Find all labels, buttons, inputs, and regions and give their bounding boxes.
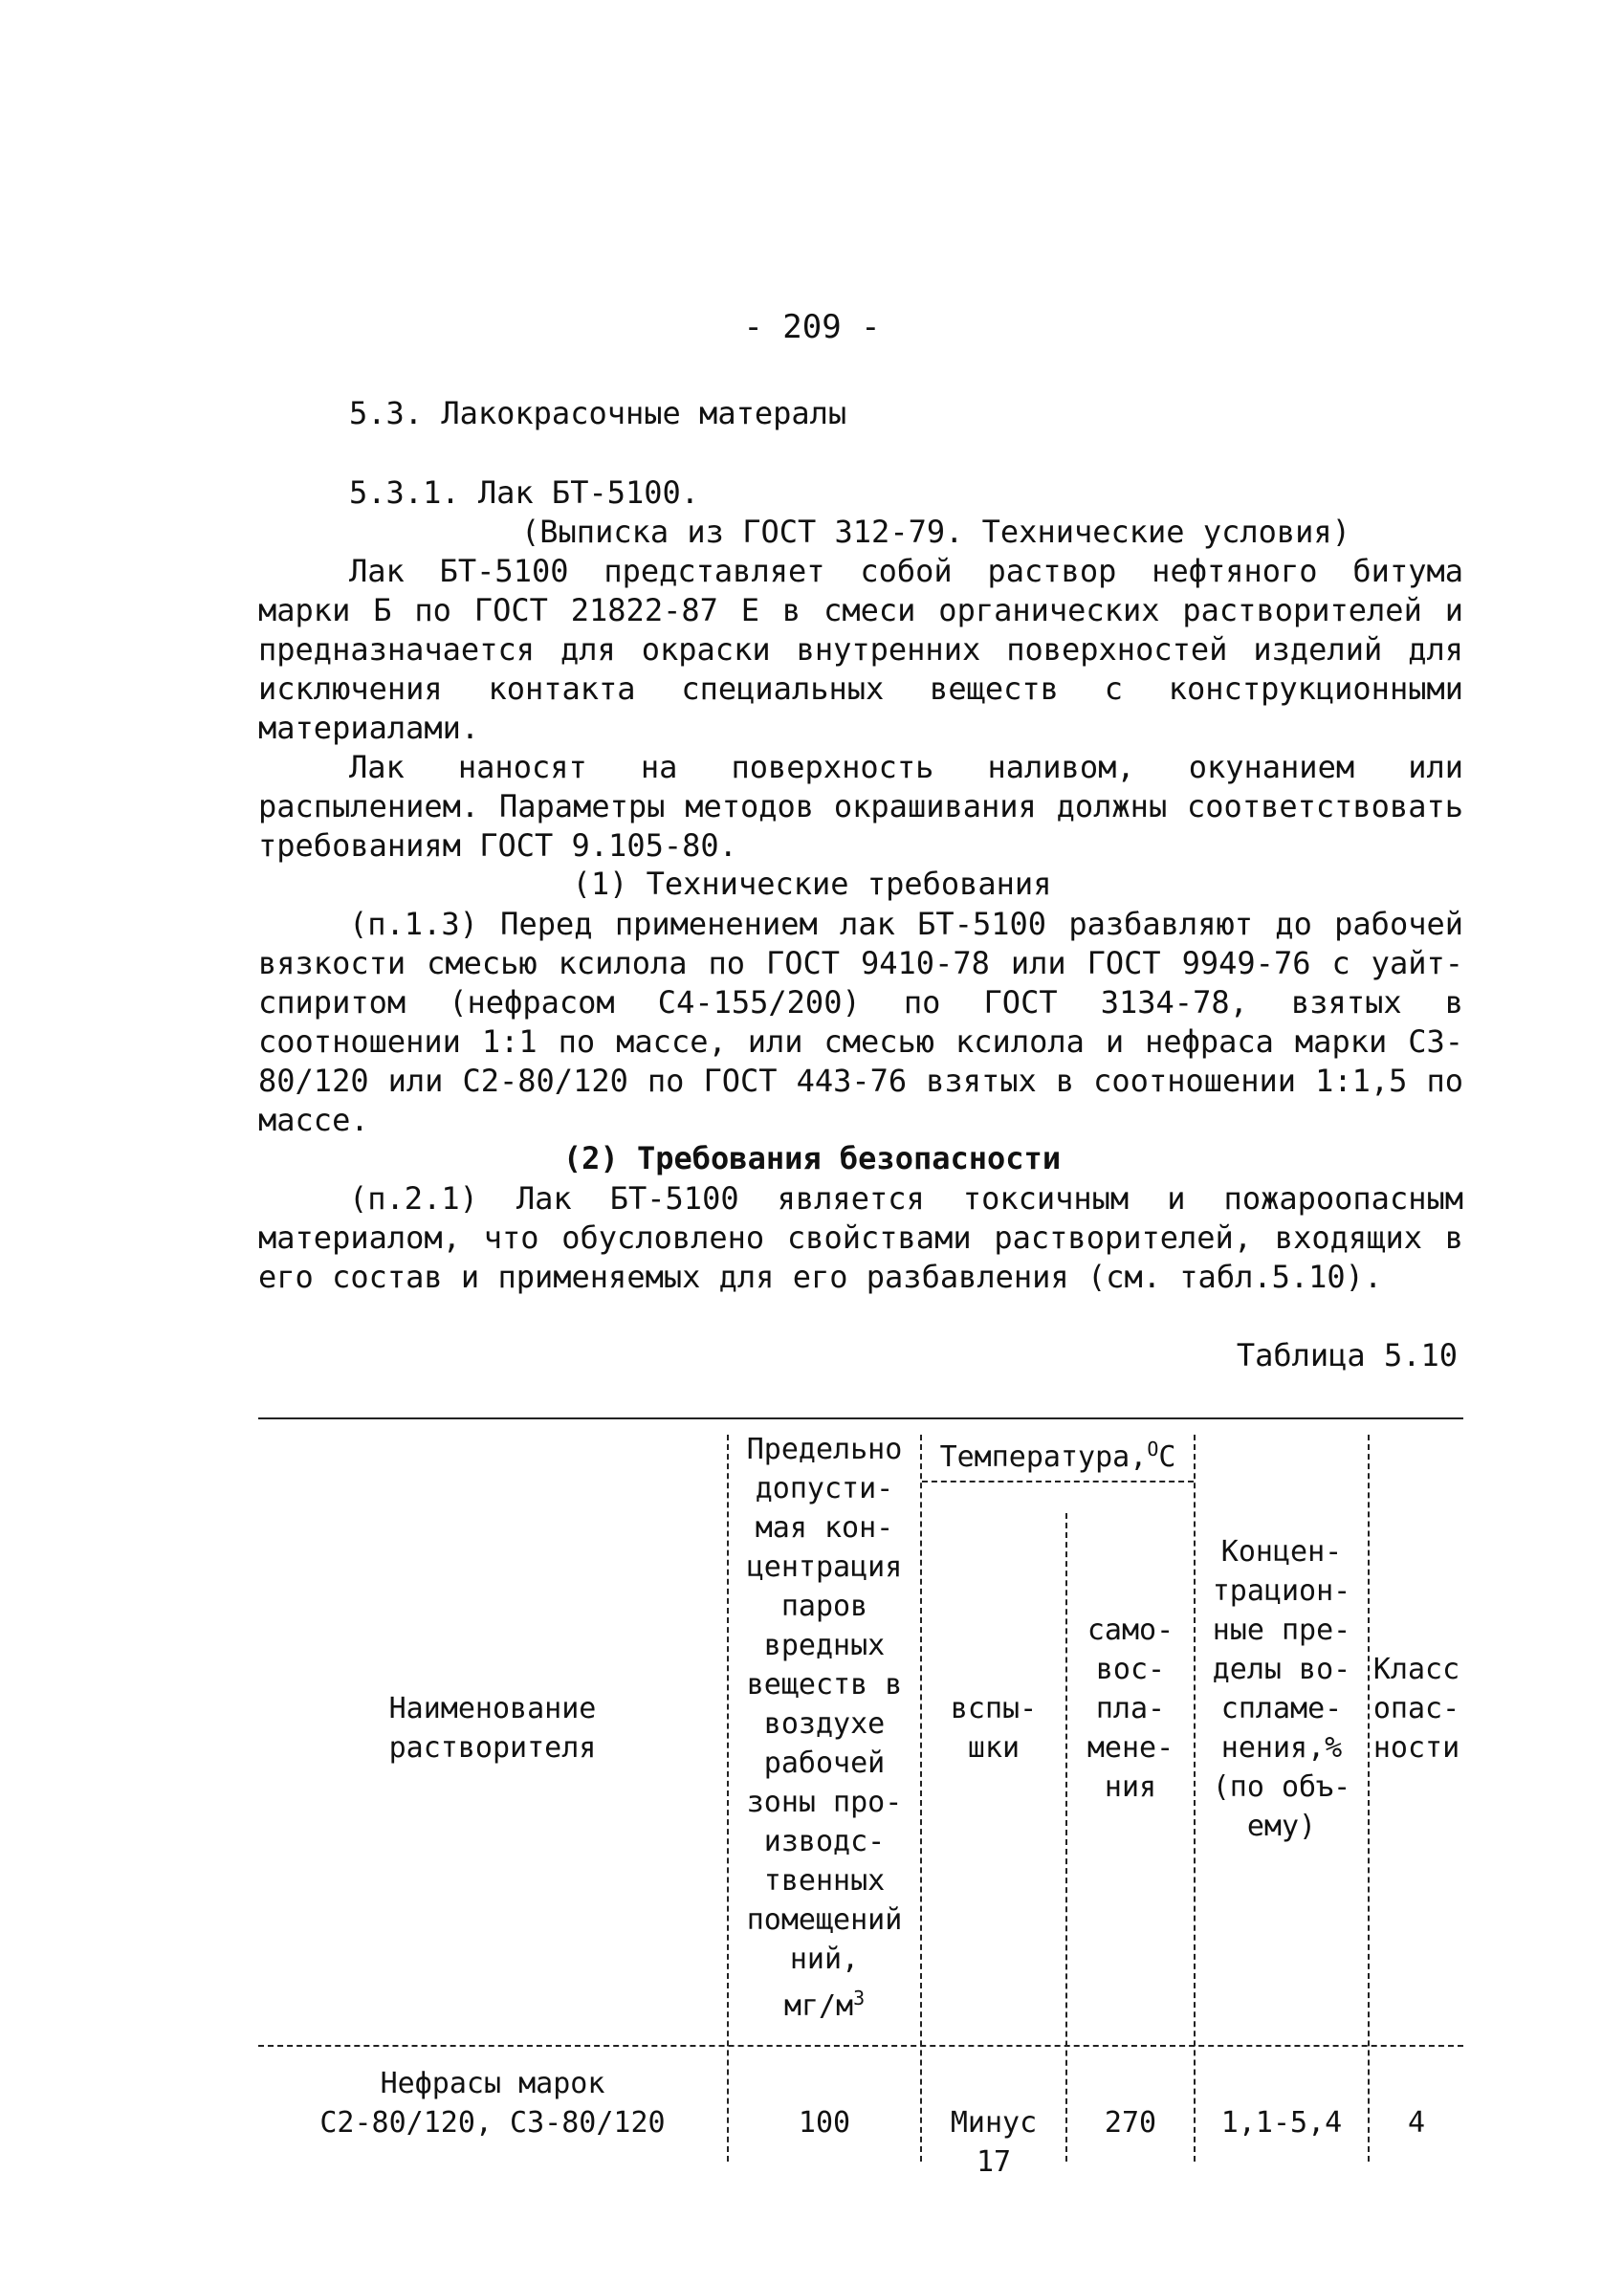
row-concentration: 100 xyxy=(798,2106,851,2140)
header-temperature-group xyxy=(922,1430,1194,1477)
temperature-group-divider xyxy=(922,1481,1194,1482)
row-solvent-name: Нефрасы марок С2-80/120, С3-80/120 xyxy=(319,2067,666,2140)
header-concentration xyxy=(729,1430,920,2026)
header-concentration-unit xyxy=(729,1979,920,2026)
paragraph-dilution: (п.1.3) Перед применением лак БТ-5100 разбавляют до рабочей вязкости смесью ксилола по ГОСТ 9410-78 или ГОСТ 9949-76 с уайт-спиритом (нефрасом С4-155/200) по ГОСТ 3134-78, взятых в соотношении 1:1 по массе, или смесью ксилола и нефраса марки С3-80/120 или С2-80/120 по ГОСТ 443-76 взятых в соотношении 1:1,5 по массе. xyxy=(258,906,1463,1138)
table-top-rule xyxy=(258,1417,1463,1419)
temperature-label: Температура, xyxy=(939,1440,1148,1474)
section-heading: 5.3. Лакокрасочные матерaлы xyxy=(349,395,847,431)
table-caption: Таблица 5.10 xyxy=(1236,1337,1458,1373)
paragraph-description: Лак БТ-5100 представляет собой раствор нефтяного битума марки Б по ГОСТ 21822-87 Е в смеси органических растворителей и предназначается для окраски внутренних поверхностей изделий для исключения контакта специальных веществ с конструкционными материалами. xyxy=(258,553,1463,746)
row-explosion-limits: 1,1-5,4 xyxy=(1220,2106,1343,2140)
row-hazard-class: 4 xyxy=(1407,2106,1426,2140)
subheading-safety-requirements: (2) Требования безопасности xyxy=(562,1140,1062,1176)
header-solvent-name: Наименование растворителя xyxy=(388,1692,597,1765)
table-divider xyxy=(920,1435,922,2162)
page-number: - 209 - xyxy=(743,308,881,346)
header-concentration-text: Предельно допусти- мая кон- центрация паров вредных веществ в воздухе рабочей зоны про- изводс- твенных помещений ний, xyxy=(746,1433,903,1976)
unit-superscript: 3 xyxy=(853,1987,866,2009)
unit-text: мг/м xyxy=(783,1989,854,2023)
excerpt-note: (Выписка из ГОСТ 312-79. Технические условия) xyxy=(521,514,1350,550)
header-explosion-limits: Концен- трацион- ные пре- делы во- спламе- нения,% (по объ- ему) xyxy=(1212,1535,1351,1843)
subsection-heading: 5.3.1. Лак БТ-5100. xyxy=(349,474,700,511)
subheading-technical-requirements: (1) Технические требования xyxy=(572,866,1052,902)
header-hazard-class: Класс опас- ности xyxy=(1372,1653,1460,1765)
paragraph-application: Лак наносят на поверхность наливом, окунанием или распылением. Параметры методов окрашивания должны соответствовать требованиям ГОСТ 9.105-80. xyxy=(258,749,1463,864)
temperature-unit: С xyxy=(1158,1440,1176,1474)
row-self-ignition: 270 xyxy=(1104,2106,1157,2140)
header-body-divider xyxy=(258,2045,1463,2047)
table-divider xyxy=(1368,1435,1370,2162)
header-self-ignition: само- вос- пла- мене- ния xyxy=(1086,1614,1174,1804)
row-flash-point: Минус 17 xyxy=(950,2106,1038,2179)
header-flash-point: вспы- шки xyxy=(950,1692,1038,1765)
paragraph-safety: (п.2.1) Лак БТ-5100 является токсичным и пожароопасным материалом, что обусловлено свойствами растворителей, входящих в его состав и применяемых для его разбавления (см. табл.5.10). xyxy=(258,1180,1463,1295)
degree-sign: О xyxy=(1147,1438,1159,1460)
